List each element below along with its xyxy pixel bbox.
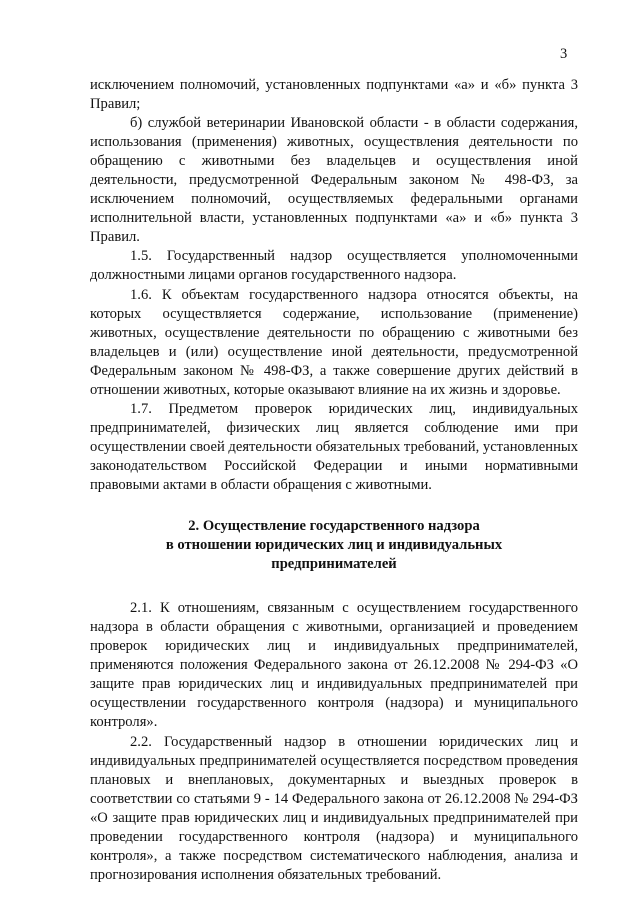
section-heading-line-3: предпринимателей: [271, 556, 397, 573]
paragraph-1-5: 1.5. Государственный надзор осуществляется уполномоченными должностными лицами органов государственного надзора.: [90, 248, 578, 284]
section-heading-line-1: 2. Осуществление государственного надзора: [188, 518, 480, 535]
document-body: [90, 76, 578, 885]
page-number: 3: [560, 46, 568, 62]
section-heading-line-2: в отношении юридических лиц и индивидуальных: [165, 537, 503, 554]
section-heading: [90, 517, 578, 574]
paragraph-1-7: 1.7. Предметом проверок юридических лиц, индивидуальных предпринимателей, физических лиц является соблюдение ими при осуществлении своей деятельности обязательных требований, установленных законодательством Российской Федерации и иными нормативными правовыми актами в области обращения с животными.: [90, 400, 578, 493]
paragraph-2-2: 2.2. Государственный надзор в отношении юридических лиц и индивидуальных предпринимателей осуществляется посредством проведения плановых и внеплановых, документарных и выездных проверок в соответствии со статьями 9 - 14 Федерального закона от 26.12.2008 № 294-ФЗ «О защите прав юридических лиц и индивидуальных предпринимателей при проведении государственного контроля (надзора) и муниципального контроля», а также посредством систематического наблюдения, анализа и прогнозирования исполнения обязательных требований.: [90, 733, 578, 883]
paragraph-subitem-b: б) службой ветеринарии Ивановской области - в области содержания, использования (применения) животных, осуществления деятельности по обращению с животными без владельцев и осуществления иной деятельности, предусмотренной Федеральным законом № 498-ФЗ, за исключением полномочий, осуществляемых федеральными органами исполнительной власти, установленных подпунктами «а» и «б» пункта 3 Правил.: [90, 115, 578, 246]
paragraph-continuation: исключением полномочий, установленных подпунктами «а» и «б» пункта 3 Правил;: [90, 77, 578, 113]
paragraph-1-6: 1.6. К объектам государственного надзора относятся объекты, на которых осуществляется содержание, использование (применение) животных, осуществление деятельности по обращению с животными без владельцев и (или) осуществление иной деятельности, предусмотренной Федеральным законом № 498-ФЗ, а также совершение других действий в отношении животных, которые оказывают влияние на их жизнь и здоровье.: [90, 286, 578, 398]
paragraph-2-1: 2.1. К отношениям, связанным с осуществлением государственного надзора в области обращения с животными, организацией и проведением проверок юридических лиц и индивидуальных предпринимателей, применяются положения Федерального закона от 26.12.2008 № 294-ФЗ «О защите прав юридических лиц и индивидуальных предпринимателей при осуществлении государственного контроля (надзора) и муниципального контроля».: [90, 600, 578, 731]
